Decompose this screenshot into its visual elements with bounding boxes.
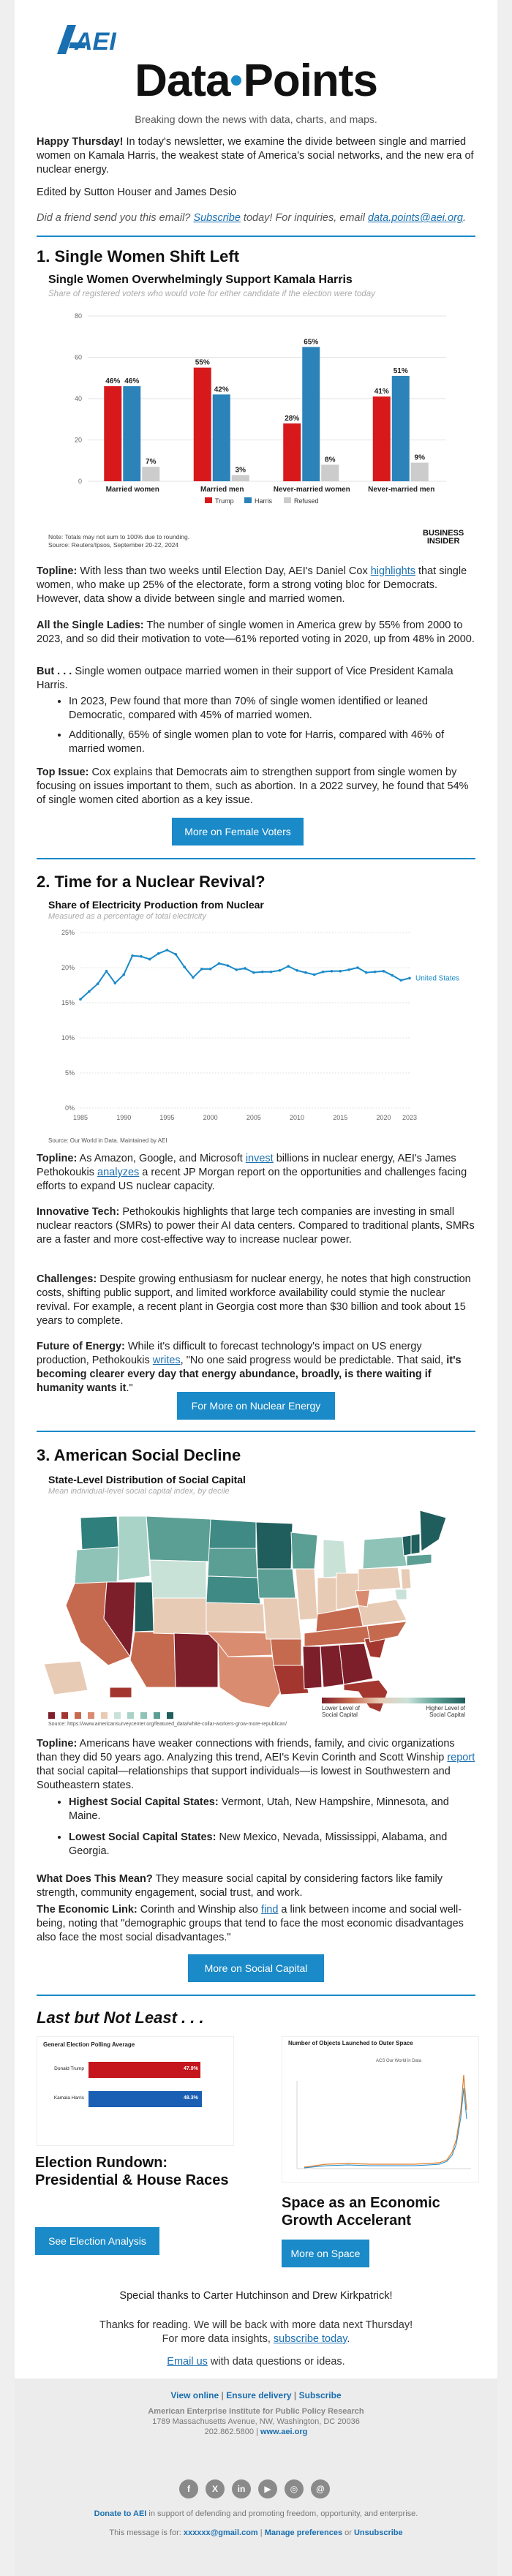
data-label: 46% xyxy=(124,377,140,386)
x-tick-label: 2020 xyxy=(376,1114,391,1121)
data-point xyxy=(252,971,255,974)
title-dot-icon xyxy=(231,75,241,86)
data-point xyxy=(356,966,359,969)
section3-heading: 3. American Social Decline xyxy=(37,1446,241,1464)
legend-swatch xyxy=(284,497,291,503)
y-tick-label: 20 xyxy=(74,436,82,444)
but-label: But . . . xyxy=(37,666,72,677)
high-label: Highest Social Capital States: xyxy=(69,1796,219,1808)
data-point xyxy=(331,970,334,973)
view-online-link[interactable]: View online xyxy=(170,2390,219,2400)
org-website-link[interactable]: www.aei.org xyxy=(260,2428,308,2436)
state-pa xyxy=(358,1567,401,1591)
legend-swatch xyxy=(244,497,252,503)
subscribe-link[interactable]: Subscribe xyxy=(193,212,241,224)
data-label: 65% xyxy=(304,338,319,347)
topline-text-end: that single women, who make up 25% of the electorate, form a strong voting bloc for Democrats. However, data show a divide between single and married women. xyxy=(37,565,467,605)
data-point xyxy=(244,967,246,970)
but-body: Single women outpace married women in their support of Vice President Kamala Harris. xyxy=(37,666,453,691)
tech-label: Innovative Tech: xyxy=(37,1206,120,1218)
ladies-label: All the Single Ladies: xyxy=(37,619,144,631)
poll-chart-title: General Election Polling Average xyxy=(43,2041,135,2048)
data-point xyxy=(209,968,212,971)
state-wi xyxy=(291,1532,317,1569)
future-end: ." xyxy=(126,1382,133,1394)
data-label: 9% xyxy=(414,453,425,462)
email-us-line xyxy=(15,2355,497,2369)
state-id xyxy=(118,1516,150,1581)
section2-tech xyxy=(37,1205,475,1247)
poll-bar2-value: 48.3% xyxy=(184,2095,198,2101)
section2-challenges xyxy=(37,1273,475,1328)
state-mn xyxy=(256,1522,293,1569)
data-point xyxy=(347,968,350,971)
state-ut xyxy=(135,1582,154,1632)
bar-refused xyxy=(411,463,429,481)
female-voters-button[interactable]: More on Female Voters xyxy=(172,818,304,846)
unsubscribe-link[interactable]: Unsubscribe xyxy=(353,2528,403,2537)
challenges-body: Despite growing enthusiasm for nuclear energy, he notes that high construction costs, shifting public support, and limited workforce availability could stymie the nuclear revival. For example, a recent plant in Georgia cost more than $30 billion and took about 15 years to complete. xyxy=(37,1273,471,1327)
y-tick-label: 0% xyxy=(64,1104,75,1112)
future-label: Future of Energy: xyxy=(37,1341,125,1352)
economic-post: a link between income and social well-being, noting that "demographic groups that tend to face the most economic disadvantages also face the most social disadvantages." xyxy=(37,1904,464,1943)
title-data: Data xyxy=(135,56,230,106)
divider xyxy=(37,236,475,237)
section3-economic xyxy=(37,1903,475,1945)
email-link[interactable]: data.points@aei.org xyxy=(367,212,463,224)
bar-trump xyxy=(373,396,391,481)
state-sd xyxy=(208,1548,257,1578)
data-label: 28% xyxy=(285,414,300,423)
data-point xyxy=(97,982,99,985)
legend-swatch xyxy=(205,497,212,503)
bar-refused xyxy=(232,475,249,481)
footer-links: View online | Ensure delivery | Subscribe xyxy=(170,2390,342,2400)
data-point xyxy=(374,971,377,973)
intro-greeting: Happy Thursday! xyxy=(37,136,124,148)
forward-pre: Did a friend send you this email? xyxy=(37,212,194,224)
data-point xyxy=(365,971,368,974)
bar-harris xyxy=(213,394,230,481)
topline-text: Americans have weaker connections with friends, family, and civic organizations than they did 50 years ago. Analyzing this trend, AEI's Kevin Corinth and Scott Winship xyxy=(37,1738,455,1763)
state-ma xyxy=(407,1554,432,1566)
topline-label: Topline: xyxy=(37,565,78,577)
state-ny xyxy=(363,1537,407,1569)
recipient-line: This message is for: xxxxxx@gmail.com | Manage preferences or Unsubscribe xyxy=(109,2528,403,2537)
last-heading: Last but Not Least . . . xyxy=(37,2008,204,2027)
data-point xyxy=(391,974,394,977)
intro-paragraph xyxy=(37,135,475,177)
data-point xyxy=(218,962,221,965)
state-ne xyxy=(206,1576,260,1604)
insights-pre: For more data insights, xyxy=(162,2333,274,2345)
x-category-label: Never-married men xyxy=(368,486,435,494)
state-mi xyxy=(323,1540,347,1578)
data-label: 42% xyxy=(214,385,229,394)
election-rundown-title: Election Rundown: Presidential & House Races xyxy=(35,2155,229,2188)
social-capital-button[interactable]: More on Social Capital xyxy=(188,1954,324,1982)
social-capital-map xyxy=(37,1469,475,1727)
bar-trump xyxy=(194,368,211,481)
chart2-plot xyxy=(37,921,475,1137)
data-point xyxy=(79,998,82,1001)
data-point xyxy=(270,971,273,973)
intro-body: In today's newsletter, we examine the divide between single and married women on Kamala Harris, the weakest state of America's social networks, and the new era of nuclear energy. xyxy=(37,136,474,176)
section3-bullets xyxy=(51,1796,475,1864)
us-map xyxy=(37,1496,475,1715)
or-text: or xyxy=(342,2528,354,2537)
x-tick-label: 2005 xyxy=(246,1114,261,1121)
topline-text: As Amazon, Google, and Microsoft xyxy=(77,1153,246,1164)
y-tick-label: 15% xyxy=(61,999,75,1006)
data-point xyxy=(105,970,108,973)
forward-note xyxy=(37,211,475,225)
map-color-scale xyxy=(322,1698,465,1703)
y-tick-label: 20% xyxy=(61,964,75,971)
bar-harris xyxy=(392,376,410,481)
space-chart xyxy=(282,2036,479,2183)
instagram-icon[interactable]: ◎ xyxy=(285,2479,304,2498)
data-point xyxy=(166,949,169,952)
meaning-body: They measure social capital by considering factors like family strength, community engagement, social trust, and work. xyxy=(37,1873,443,1899)
state-mt xyxy=(146,1516,211,1562)
newsletter-title xyxy=(15,55,497,107)
y-tick-label: 40 xyxy=(74,395,82,402)
org-name: American Enterprise Institute for Public Policy Research xyxy=(148,2407,364,2416)
title-points: Points xyxy=(243,56,377,106)
y-tick-label: 5% xyxy=(64,1069,75,1077)
footer-subscribe-link[interactable]: Subscribe xyxy=(298,2390,342,2400)
legend-label: Trump xyxy=(215,497,234,505)
aei-logo[interactable] xyxy=(51,20,124,57)
forward-end: . xyxy=(462,212,466,224)
data-point xyxy=(174,953,177,956)
space-button[interactable]: More on Space xyxy=(282,2240,369,2267)
topline-text-end: a recent JP Morgan report on the opportunities and challenges facing efforts to expand US nuclear capacity. xyxy=(37,1167,467,1192)
ladies-body: The number of single women in America grew by 55% from 2000 to 2023, and so did their motivation to vote—61% reported voting in 2020, up from 48% in 2000. xyxy=(37,619,475,645)
space-plot xyxy=(282,2066,480,2183)
economic-pre: Corinth and Winship also xyxy=(137,1904,262,1916)
manage-preferences-link[interactable]: Manage preferences xyxy=(264,2528,343,2537)
state-me xyxy=(420,1510,446,1551)
data-point xyxy=(313,973,316,976)
state-ar xyxy=(271,1639,301,1665)
series-label: United States xyxy=(415,974,460,983)
state-hi xyxy=(110,1687,132,1698)
bar-refused xyxy=(321,464,339,481)
data-label: 41% xyxy=(374,388,389,396)
bi-logo-line1: BUSINESS xyxy=(423,529,464,538)
chart1-subtitle: Share of registered voters who would vote for either candidate if the election were today xyxy=(48,290,375,298)
chart1-notes xyxy=(48,533,189,549)
chart1-note: Note: Totals may not sum to 100% due to rounding. xyxy=(48,533,190,541)
donate-link[interactable]: Donate to AEI xyxy=(94,2509,147,2518)
legend-low-label: Lower Level of Social Capital xyxy=(322,1705,361,1718)
more-insights xyxy=(15,2332,497,2346)
state-ak xyxy=(44,1661,88,1695)
analyzes-link[interactable]: analyzes xyxy=(97,1167,140,1178)
youtube-icon[interactable]: ▶ xyxy=(258,2479,277,2498)
threads-icon[interactable]: @ xyxy=(311,2479,330,2498)
space-title: Space as an Economic Growth Accelerant xyxy=(282,2195,440,2229)
high-body: Vermont, Utah, New Hampshire, Minnesota, and Maine. xyxy=(69,1796,449,1822)
data-point xyxy=(235,968,238,971)
poll-bar2-label: Kamala Harris xyxy=(53,2095,84,2101)
data-point xyxy=(287,965,290,968)
map-mini-legend xyxy=(48,1711,297,1721)
data-point xyxy=(88,990,91,993)
x-tick-label: 2010 xyxy=(290,1114,305,1121)
insights-end: . xyxy=(347,2333,350,2345)
state-vt xyxy=(402,1535,411,1556)
bar-harris xyxy=(123,386,140,481)
org-contact: 202.862.5800 | www.aei.org xyxy=(204,2428,308,2436)
data-point xyxy=(114,982,117,984)
highlights-link[interactable]: highlights xyxy=(370,565,415,577)
x-category-label: Never-married women xyxy=(273,486,350,494)
y-tick-label: 25% xyxy=(61,929,75,936)
data-label: 55% xyxy=(195,358,210,367)
data-point xyxy=(295,969,298,972)
x-tick-label: 1995 xyxy=(159,1114,175,1121)
map-title: State-Level Distribution of Social Capital xyxy=(48,1474,246,1485)
data-label: 8% xyxy=(325,456,336,464)
recipient-email: xxxxxx@gmail.com xyxy=(183,2528,258,2537)
section1-heading: 1. Single Women Shift Left xyxy=(37,247,240,265)
divider xyxy=(37,858,475,859)
thanks-reading: Thanks for reading. We will be back with more data next Thursday! xyxy=(99,2319,413,2331)
section1-bullets xyxy=(51,695,475,762)
report-link[interactable]: report xyxy=(447,1752,475,1763)
y-tick-label: 60 xyxy=(74,353,82,361)
topline-label: Topline: xyxy=(37,1153,78,1164)
state-ia xyxy=(257,1569,295,1598)
data-point xyxy=(408,977,411,980)
female-voters-chart xyxy=(37,269,475,554)
data-label: 7% xyxy=(146,458,157,467)
issue-body: Cox explains that Democrats aim to strengthen support from single women by focusing on issues important to them, such as abortion. In a 2022 survey, he found that 54% of single women cited abortion as a key issue. xyxy=(37,767,469,806)
legend-label: Refused xyxy=(294,497,319,505)
section1-single-ladies xyxy=(37,619,475,647)
data-point xyxy=(399,979,402,982)
data-point xyxy=(122,973,125,976)
bar-trump xyxy=(283,423,301,481)
state-in xyxy=(317,1578,336,1614)
find-link[interactable]: find xyxy=(261,1904,279,1916)
forward-mid: today! For inquiries, email xyxy=(240,212,368,224)
list-item xyxy=(69,1796,475,1823)
data-label: 3% xyxy=(235,466,246,475)
us-nuclear-line xyxy=(80,950,410,999)
meaning-label: What Does This Mean? xyxy=(37,1873,153,1885)
state-wy xyxy=(150,1560,206,1598)
x-tick-label: 2000 xyxy=(203,1114,218,1121)
x-category-label: Married women xyxy=(105,486,159,494)
x-tick-label: 1985 xyxy=(72,1114,89,1121)
map-subtitle: Mean individual-level social capital index, by decile xyxy=(48,1487,230,1496)
chart2-source: Source: Our World in Data. Maintained by AEI xyxy=(48,1137,167,1144)
section3-topline xyxy=(37,1737,475,1793)
topline-text-end: that social capital—relationships that support individuals—is lowest in Southwestern and Southeastern states. xyxy=(37,1766,451,1791)
email-us-post: with data questions or ideas. xyxy=(207,2356,345,2368)
divider xyxy=(37,1431,475,1432)
state-nh xyxy=(411,1534,420,1554)
state-ms xyxy=(303,1646,322,1689)
data-label: 51% xyxy=(393,366,408,375)
challenges-label: Challenges: xyxy=(37,1273,97,1285)
section1-topline xyxy=(37,565,475,606)
data-point xyxy=(227,964,230,967)
list-item xyxy=(69,1831,475,1858)
bar-refused xyxy=(142,467,159,481)
low-label: Lowest Social Capital States: xyxy=(69,1831,217,1843)
special-thanks: Special thanks to Carter Hutchinson and Drew Kirkpatrick! xyxy=(119,2290,393,2302)
state-nm xyxy=(174,1633,218,1687)
section2-future xyxy=(37,1340,475,1396)
future-bold: it's becoming clearer every day that energy abundance, broadly, is there waiting if humanity wants it xyxy=(37,1355,462,1394)
writes-link[interactable]: writes xyxy=(152,1355,181,1366)
section2-heading: 2. Time for a Nuclear Revival? xyxy=(37,873,266,891)
topline-text: With less than two weeks until Election Day, AEI's Daniel Cox xyxy=(77,565,371,577)
state-mo xyxy=(263,1598,301,1639)
space-chart-title: Number of Objects Launched to Outer Space xyxy=(288,2040,413,2046)
bi-logo-line2: INSIDER xyxy=(426,537,460,546)
state-az xyxy=(130,1632,176,1687)
map-source: Source: https://www.americansurveycenter.org/featured_data/white-collar-workers-grow-more-republican/ xyxy=(48,1722,287,1727)
data-point xyxy=(148,958,151,961)
x-tick-label: 1990 xyxy=(116,1114,132,1121)
email-us-link[interactable]: Email us xyxy=(167,2356,208,2368)
state-nd xyxy=(209,1519,256,1548)
y-tick-label: 80 xyxy=(74,312,82,320)
x-twitter-icon[interactable]: X xyxy=(206,2479,225,2498)
y-tick-label: 0 xyxy=(78,478,82,485)
nuclear-energy-button[interactable]: For More on Nuclear Energy xyxy=(177,1392,335,1420)
topline-label: Topline: xyxy=(37,1738,78,1750)
space-legend: ACS Our World in Data xyxy=(376,2059,421,2063)
aei-logo-text: AEI xyxy=(75,28,116,56)
topline-text-mid: billions in nuclear energy, AEI's James Pethokoukis xyxy=(37,1153,456,1178)
polling-chart xyxy=(37,2036,234,2146)
state-oh xyxy=(336,1573,358,1610)
future-mid: , "No one said progress would be predictable. That said, xyxy=(180,1355,447,1366)
list-item: • In 2023, Pew found that more than 70% of single women identified or leaned Democratic, compared with 45% of married women. xyxy=(69,695,475,723)
divider xyxy=(37,1995,475,1996)
invest-link[interactable]: invest xyxy=(245,1153,274,1164)
state-md xyxy=(395,1589,407,1600)
state-ks xyxy=(206,1603,265,1632)
facebook-icon[interactable]: f xyxy=(179,2479,198,2498)
data-point xyxy=(192,976,195,979)
data-point xyxy=(140,955,143,958)
tech-body: Pethokoukis highlights that large tech companies are investing in small nuclear reactors (SMRs) to power their AI data centers. Compared to traditional plants, SMRs are a faster and more cost-effective way to increase nuclear power. xyxy=(37,1206,475,1246)
section1-but xyxy=(37,665,475,693)
state-wa xyxy=(80,1516,118,1550)
state-co xyxy=(154,1598,206,1635)
data-point xyxy=(183,965,186,968)
chart1-title: Single Women Overwhelmingly Support Kamala Harris xyxy=(48,274,353,286)
edited-by: Edited by Sutton Houser and James Desio xyxy=(37,187,237,198)
section2-topline xyxy=(37,1152,475,1194)
ensure-delivery-link[interactable]: Ensure delivery xyxy=(226,2390,292,2400)
org-address: 1789 Massachusetts Avenue, NW, Washington, DC 20036 xyxy=(152,2417,360,2426)
list-item: • Additionally, 65% of single women plan to vote for Harris, compared with 46% of married women. xyxy=(69,728,475,756)
sent-pre: This message is for: xyxy=(109,2528,184,2537)
x-tick-label: 2023 xyxy=(402,1114,418,1121)
tagline: Breaking down the news with data, charts, and maps. xyxy=(135,113,377,125)
election-analysis-button[interactable]: See Election Analysis xyxy=(35,2227,159,2255)
section1-top-issue xyxy=(37,766,475,807)
data-point xyxy=(200,968,203,971)
x-category-label: Married men xyxy=(200,486,244,494)
data-point xyxy=(157,952,160,955)
data-point xyxy=(261,971,264,973)
issue-label: Top Issue: xyxy=(37,767,89,778)
subscribe-today-link[interactable]: subscribe today xyxy=(273,2333,347,2345)
data-point xyxy=(304,971,307,974)
data-point xyxy=(383,970,385,973)
org-phone: 202.862.5800 xyxy=(204,2428,254,2436)
economic-label: The Economic Link: xyxy=(37,1904,138,1916)
newsletter-body xyxy=(15,0,497,2576)
linkedin-icon[interactable]: in xyxy=(232,2479,251,2498)
data-label: 46% xyxy=(105,377,121,386)
chart2-subtitle: Measured as a percentage of total electricity xyxy=(48,912,206,921)
data-point xyxy=(339,970,342,973)
chart1-plot xyxy=(37,298,475,511)
chart1-source: Source: Reuters/Ipsos, September 20-22, 2024 xyxy=(48,541,179,549)
donate-post: in support of defending and promoting freedom, opportunity, and enterprise. xyxy=(146,2509,418,2518)
bar-trump xyxy=(104,386,121,481)
low-body: New Mexico, Nevada, Mississippi, Alabama, and Georgia. xyxy=(69,1831,448,1857)
nuclear-chart xyxy=(37,896,475,1145)
legend-label: Harris xyxy=(255,497,272,505)
data-point xyxy=(279,969,282,972)
section3-meaning xyxy=(37,1872,475,1900)
data-point xyxy=(322,971,325,973)
y-tick-label: 10% xyxy=(61,1034,75,1042)
x-tick-label: 2015 xyxy=(333,1114,348,1121)
state-nj xyxy=(401,1569,411,1589)
poll-bar1-label: Donald Trump xyxy=(54,2066,84,2071)
data-point xyxy=(131,954,134,957)
state-or xyxy=(75,1547,118,1583)
poll-bar1-value: 47.9% xyxy=(184,2066,198,2071)
future-pre: While it's difficult to forecast technology's impact on US energy production, Pethokoukis xyxy=(37,1341,422,1366)
business-insider-logo xyxy=(423,530,464,546)
donate-line xyxy=(15,2509,497,2519)
legend-high-label: Higher Level of Social Capital xyxy=(426,1705,465,1718)
chart2-title: Share of Electricity Production from Nuclear xyxy=(48,899,264,911)
bar-harris xyxy=(302,347,320,481)
